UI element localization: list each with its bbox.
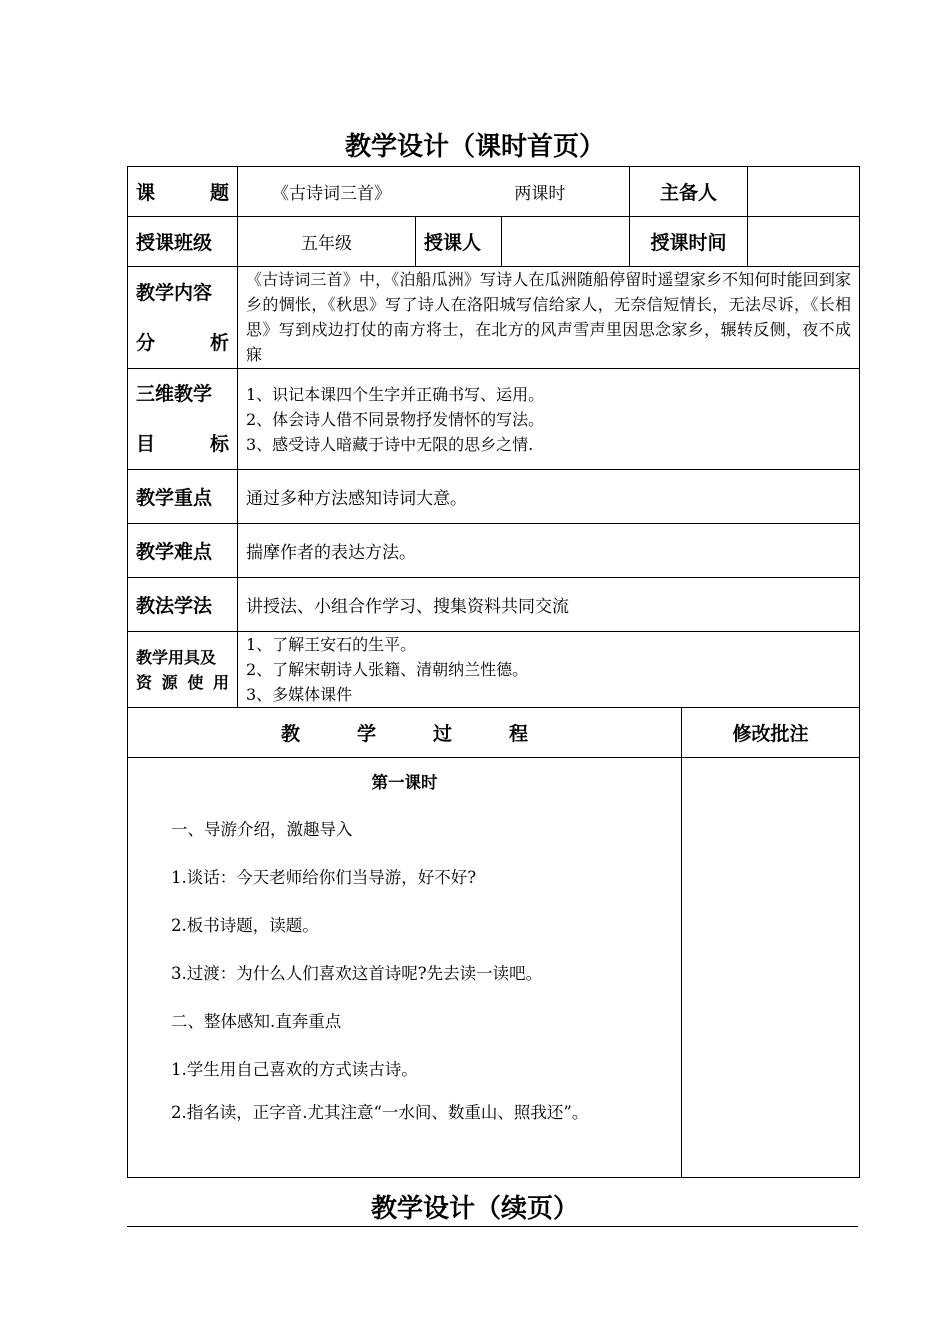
process-line: 二、整体感知.直奔重点 — [171, 1012, 342, 1031]
continue-title: 教学设计（续页） — [370, 1194, 579, 1224]
goal-item: 3、感受诗人暗藏于诗中无限的思乡之情. — [246, 434, 534, 454]
presenter-label: 主备人 — [630, 167, 748, 217]
difficulty-value: 揣摩作者的表达方法。 — [238, 524, 860, 578]
process-line: 1.谈话：今天老师给你们当导游，好不好? — [171, 868, 477, 887]
process-line: 3.过渡：为什么人们喜欢这首诗呢?先去读一读吧。 — [171, 964, 543, 983]
focus-label: 教学重点 — [128, 470, 238, 524]
teacher-value[interactable] — [502, 217, 630, 267]
process-content — [128, 758, 682, 1178]
page-title: 教学设计（课时首页） — [344, 132, 605, 162]
process-line: 1.学生用自己喜欢的方式读古诗。 — [171, 1060, 418, 1079]
content-analysis-value: 《古诗词三首》中，《泊船瓜洲》写诗人在瓜洲随船停留时遥望家乡不知何时能回到家乡的惆怅，《秋思》写了诗人在洛阳城写信给家人，无奈信短情长，无法尽诉，《长相思》写到戍边打仗的南方将士，在北方的风声雪声里因思念家乡，辗转反侧，夜不成寐 — [238, 267, 860, 369]
class-value: 五年级 — [238, 217, 416, 267]
methods-label: 教法学法 — [128, 578, 238, 632]
content-analysis-label-line1: 教学内容 — [136, 281, 213, 304]
content-analysis-label-line2: 分 析 — [136, 331, 229, 354]
goals-label-line2: 目 标 — [136, 433, 229, 455]
focus-value: 通过多种方法感知诗词大意。 — [238, 470, 860, 524]
notes-header: 修改批注 — [682, 708, 860, 758]
presenter-value[interactable] — [748, 167, 860, 217]
resource-item: 3、多媒体课件 — [246, 685, 353, 704]
resource-item: 2、了解宋朝诗人张籍、清朝纳兰性德。 — [246, 660, 529, 679]
topic-cell — [238, 167, 630, 217]
resources-list — [238, 632, 860, 708]
process-line: 2.指名读，正字音.尤其注意“一水间、数重山、照我还”。 — [171, 1103, 589, 1122]
difficulty-label: 教学难点 — [128, 524, 238, 578]
resources-label-line1: 教学用具及 — [136, 647, 217, 667]
goal-item: 2、体会诗人借不同景物抒发情怀的写法。 — [246, 409, 545, 429]
divider — [127, 1226, 858, 1227]
goal-item: 1、识记本课四个生字并正确书写、运用。 — [246, 384, 545, 404]
resources-label — [128, 632, 238, 708]
process-line: 2.板书诗题，读题。 — [171, 916, 319, 935]
lesson-plan-table — [127, 166, 860, 1178]
notes-area[interactable] — [682, 758, 860, 1178]
time-label: 授课时间 — [630, 217, 748, 267]
lesson-heading: 第一课时 — [371, 773, 438, 792]
goals-label-line1: 三维教学 — [136, 383, 213, 405]
content-analysis-label — [128, 267, 238, 369]
time-value[interactable] — [748, 217, 860, 267]
methods-value: 讲授法、小组合作学习、搜集资料共同交流 — [238, 578, 860, 632]
topic-label: 课 题 — [128, 167, 238, 217]
resource-item: 1、了解王安石的生平。 — [246, 635, 417, 654]
topic-value: 《古诗词三首》 — [272, 184, 391, 204]
process-header: 教 学 过 程 — [128, 708, 682, 758]
class-label: 授课班级 — [128, 217, 238, 267]
teacher-label: 授课人 — [416, 217, 502, 267]
goals-label — [128, 369, 238, 470]
resources-label-line2: 资 源 使 用 — [136, 672, 229, 692]
process-line: 一、导游介绍，激趣导入 — [171, 820, 353, 839]
goals-list — [238, 369, 860, 470]
periods-value: 两课时 — [514, 184, 566, 204]
